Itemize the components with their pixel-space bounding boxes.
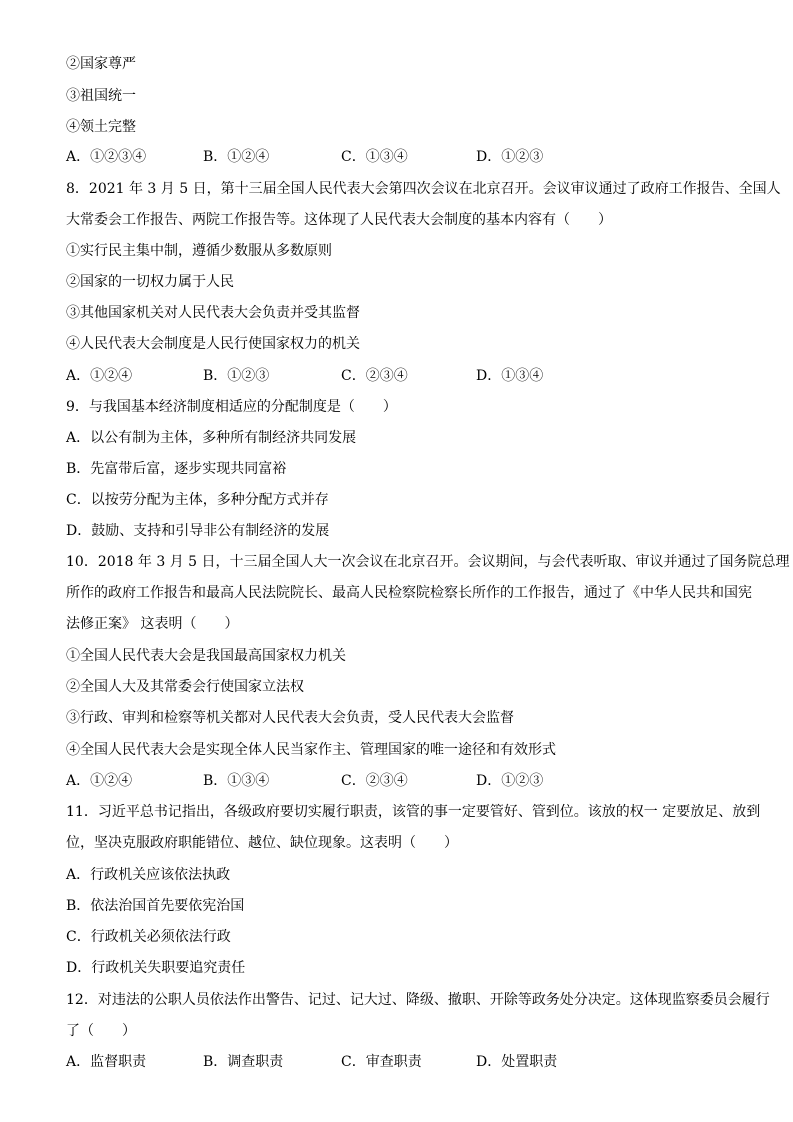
- option-b: B．①③④: [203, 773, 270, 789]
- option-d: D．①③④: [476, 368, 544, 384]
- question-8-stem-line-2: 大常委会工作报告、两院工作报告等。这体现了人民代表大会制度的基本内容有（ ）: [66, 212, 612, 228]
- question-item: ②全国人大及其常委会行使国家立法权: [66, 679, 304, 695]
- option-a: A．监督职责: [66, 1054, 147, 1070]
- question-11-stem-line-2: 位，坚决克服政府职能错位、越位、缺位现象。这表明（ ）: [66, 835, 458, 851]
- option-d: D．鼓励、支持和引导非公有制经济的发展: [66, 523, 330, 539]
- option-c: C．②③④: [341, 368, 408, 384]
- question-10-stem-line-1: 10．2018 年 3 月 5 日，十三届全国人大一次会议在北京召开。会议期间，与会代表听取、审议并通过了国务院总理: [66, 554, 790, 570]
- option-a: A．以公有制为主体，多种所有制经济共同发展: [66, 430, 357, 446]
- question-item: ③祖国统一: [66, 88, 136, 104]
- option-c: C．以按劳分配为主体，多种分配方式并存: [66, 492, 329, 508]
- option-c: C．行政机关必须依法行政: [66, 929, 231, 945]
- option-d: D．①②③: [476, 149, 544, 165]
- option-c: C．②③④: [341, 773, 408, 789]
- question-item: ③其他国家机关对人民代表大会负责并受其监督: [66, 305, 360, 321]
- option-b: B．依法治国首先要依宪治国: [66, 898, 245, 914]
- question-item: ①全国人民代表大会是我国最高国家权力机关: [66, 648, 346, 664]
- question-item: ①实行民主集中制，遵循少数服从多数原则: [66, 243, 332, 259]
- question-item: ④领土完整: [66, 119, 136, 135]
- option-b: B．①②④: [203, 149, 270, 165]
- question-9-stem: 9．与我国基本经济制度相适应的分配制度是（ ）: [66, 399, 397, 415]
- option-b: B．先富带后富，逐步实现共同富裕: [66, 461, 287, 477]
- question-10-stem-line-2: 所作的政府工作报告和最高人民法院院长、最高人民检察院检察长所作的工作报告，通过了《中华人民共和国宪: [66, 585, 752, 601]
- question-item: ②国家的一切权力属于人民: [66, 274, 234, 290]
- question-item: ④人民代表大会制度是人民行使国家权力的机关: [66, 336, 360, 352]
- option-a: A．①②④: [66, 368, 133, 384]
- option-b: B．①②③: [203, 368, 270, 384]
- question-10-stem-line-3: 法修正案》 这表明（ ）: [66, 616, 239, 632]
- question-item: ④全国人民代表大会是实现全体人民当家作主、管理国家的唯一途径和有效形式: [66, 742, 556, 758]
- option-a: A．行政机关应该依法执政: [66, 867, 231, 883]
- option-d: D．①②③: [476, 773, 544, 789]
- question-8-stem-line-1: 8．2021 年 3 月 5 日，第十三届全国人民代表大会第四次会议在北京召开。会议审议通过了政府工作报告、全国人: [66, 181, 781, 197]
- option-a: A．①②③④: [66, 149, 147, 165]
- option-c: C．①③④: [341, 149, 408, 165]
- option-b: B．调查职责: [203, 1054, 284, 1070]
- option-a: A．①②④: [66, 773, 133, 789]
- question-item: ③行政、审判和检察等机关都对人民代表大会负责，受人民代表大会监督: [66, 710, 514, 726]
- option-c: C．审查职责: [341, 1054, 422, 1070]
- question-12-stem-line-1: 12．对违法的公职人员依法作出警告、记过、记大过、降级、撤职、开除等政务处分决定。这体现监察委员会履行: [66, 992, 770, 1008]
- question-12-stem-line-2: 了（ ）: [66, 1023, 136, 1039]
- question-item: ②国家尊严: [66, 56, 136, 72]
- question-11-stem-line-1: 11．习近平总书记指出，各级政府要切实履行职责，该管的事一定要管好、管到位。该放的权一 定要放足、放到: [66, 804, 761, 820]
- option-d: D．处置职责: [476, 1054, 558, 1070]
- option-d: D．行政机关失职要追究责任: [66, 960, 246, 976]
